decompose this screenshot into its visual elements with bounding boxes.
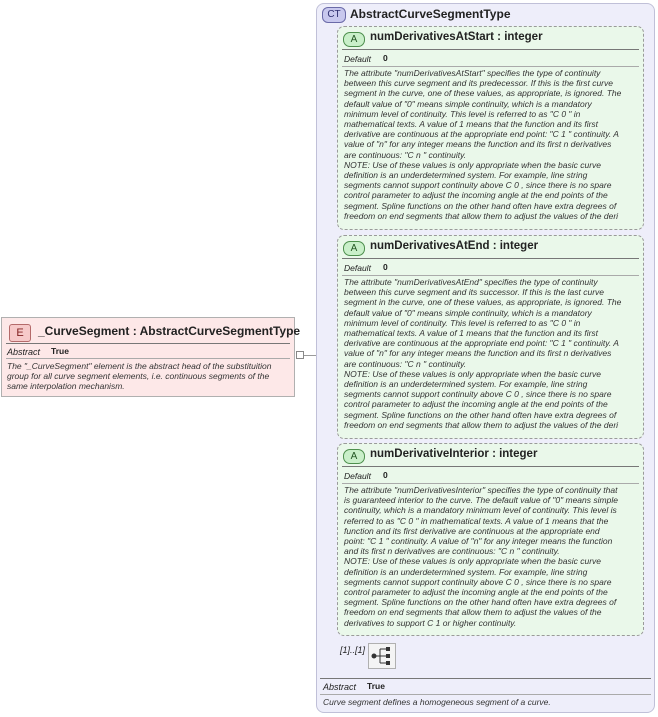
attribute-num-derivatives-at-end[interactable] [337,235,644,439]
attribute-default-key: Default [344,54,371,64]
attribute-doc: The attribute "numDerivativesAtEnd" specifies the type of continuity between this curve segment and its successor. If this is the last curve segment in the curve, one of these values, as appropriate, is ignored. The default value of "0" means simple continuity, which is a mandatory minimum level of continuity. This level is referred to as "C 0 " in mathematical texts. A value of 1 means that the function and its first derivative are continuous at the appropriate end point: "C 1 " continuity. A value of "n" for any integer means the function and its first n derivatives are continuous: "C n " continuity. NOTE: Use of these values is only appropriate when the basic curve definition is an underdetermined system. For example, line string segments cannot support continuity above C 0 , since there is no spare control parameter to adjust the incoming angle at the end points of the segment. Spline functions on the other hand often have extra degrees of freedom on end segments that allow them to adjust the values of the deri [344,277,622,430]
complex-type-prop-key: Abstract [323,682,357,692]
sequence-multiplicity: [1]..[1] [340,645,366,655]
complex-type-separator [320,678,651,679]
attribute-default-value: 0 [383,262,388,272]
element-badge: E [9,324,31,342]
complex-type-badge: CT [322,7,346,23]
attribute-badge: A [343,32,365,47]
attribute-title: numDerivativesAtEnd : integer [370,240,539,252]
element-doc: The "_CurveSegment" element is the abstract head of the substituition group for all curve segment elements, i.e. continuous segments of the same interpolation mechanism. [7,361,272,391]
attribute-separator-2 [342,275,639,276]
complex-type-doc: Curve segment defines a homogeneous segment of a curve. [323,697,551,707]
attribute-default-key: Default [344,263,371,273]
attribute-badge: A [343,449,365,464]
attribute-separator [342,466,639,467]
attribute-title: numDerivativeInterior : integer [370,448,538,460]
attribute-badge: A [343,241,365,256]
expand-toggle-icon[interactable] [296,351,304,359]
attribute-separator-2 [342,66,639,67]
attribute-default-value: 0 [383,470,388,480]
element-prop-value: True [51,346,69,356]
complex-type-prop-value: True [367,681,385,691]
attribute-separator [342,49,639,50]
attribute-default-key: Default [344,471,371,481]
attribute-separator [342,258,639,259]
attribute-separator-2 [342,483,639,484]
complex-type-separator-2 [320,694,651,695]
complex-type-title: AbstractCurveSegmentType [350,7,511,21]
sequence-tree-icon [369,644,395,668]
element-separator [6,343,290,344]
attribute-num-derivatives-at-start[interactable] [337,26,644,230]
element-node[interactable] [1,317,301,397]
attribute-title: numDerivativesAtStart : integer [370,31,543,43]
element-separator-2 [6,358,290,359]
attribute-doc: The attribute "numDerivativesAtStart" specifies the type of continuity between this curve segment and its predecessor. If this is the first curve segment in the curve, one of these values, as appropriate, is ignored. The default value of "0" means simple continuity, which is a mandatory minimum level of continuity. This level is referred to as "C 0 " in mathematical texts. A value of 1 means that the function and its first derivative are continuous at the appropriate end point: "C 1 " continuity. A value of "n" for any integer means the function and its first n derivatives are continuous: "C n " continuity. NOTE: Use of these values is only appropriate when the basic curve definition is an underdetermined system. For example, line string segments cannot support continuity above C 0 , since there is no spare control parameter to adjust the incoming angle at the end points of the segment. Spline functions on the other hand often have extra degrees of freedom on end segments that allow them to adjust the values of the deri [344,68,622,221]
element-title: _CurveSegment : AbstractCurveSegmentType [38,324,301,338]
sequence-compositor-icon[interactable] [368,643,396,669]
attribute-doc: The attribute "numDerivativesInterior" specifies the type of continuity that is guaranteed interior to the curve. The default value of "0" means simple continuity, which is a mandatory minimum level of continuity. This level is referred to as "C 0 " in mathematical texts. A value of 1 means that the function and its first derivative are continuous at the appropriate end point: "C 1 " continuity. A value of "n" for any integer means the function and its first n derivatives are continuous: "C n " continuity. NOTE: Use of these values is only appropriate when the basic curve definition is an underdetermined system. For example, line string segments cannot support continuity above C 0 , since there is no spare control parameter to adjust the incoming angle at the end points of the segment. Spline functions on the other hand often have extra degrees of freedom on end segments that allow them to adjust the values of the derivatives to support C 1 or higher continuity. [344,485,618,628]
attribute-num-derivative-interior[interactable] [337,443,644,636]
element-prop-key: Abstract [7,347,41,357]
attribute-default-value: 0 [383,53,388,63]
